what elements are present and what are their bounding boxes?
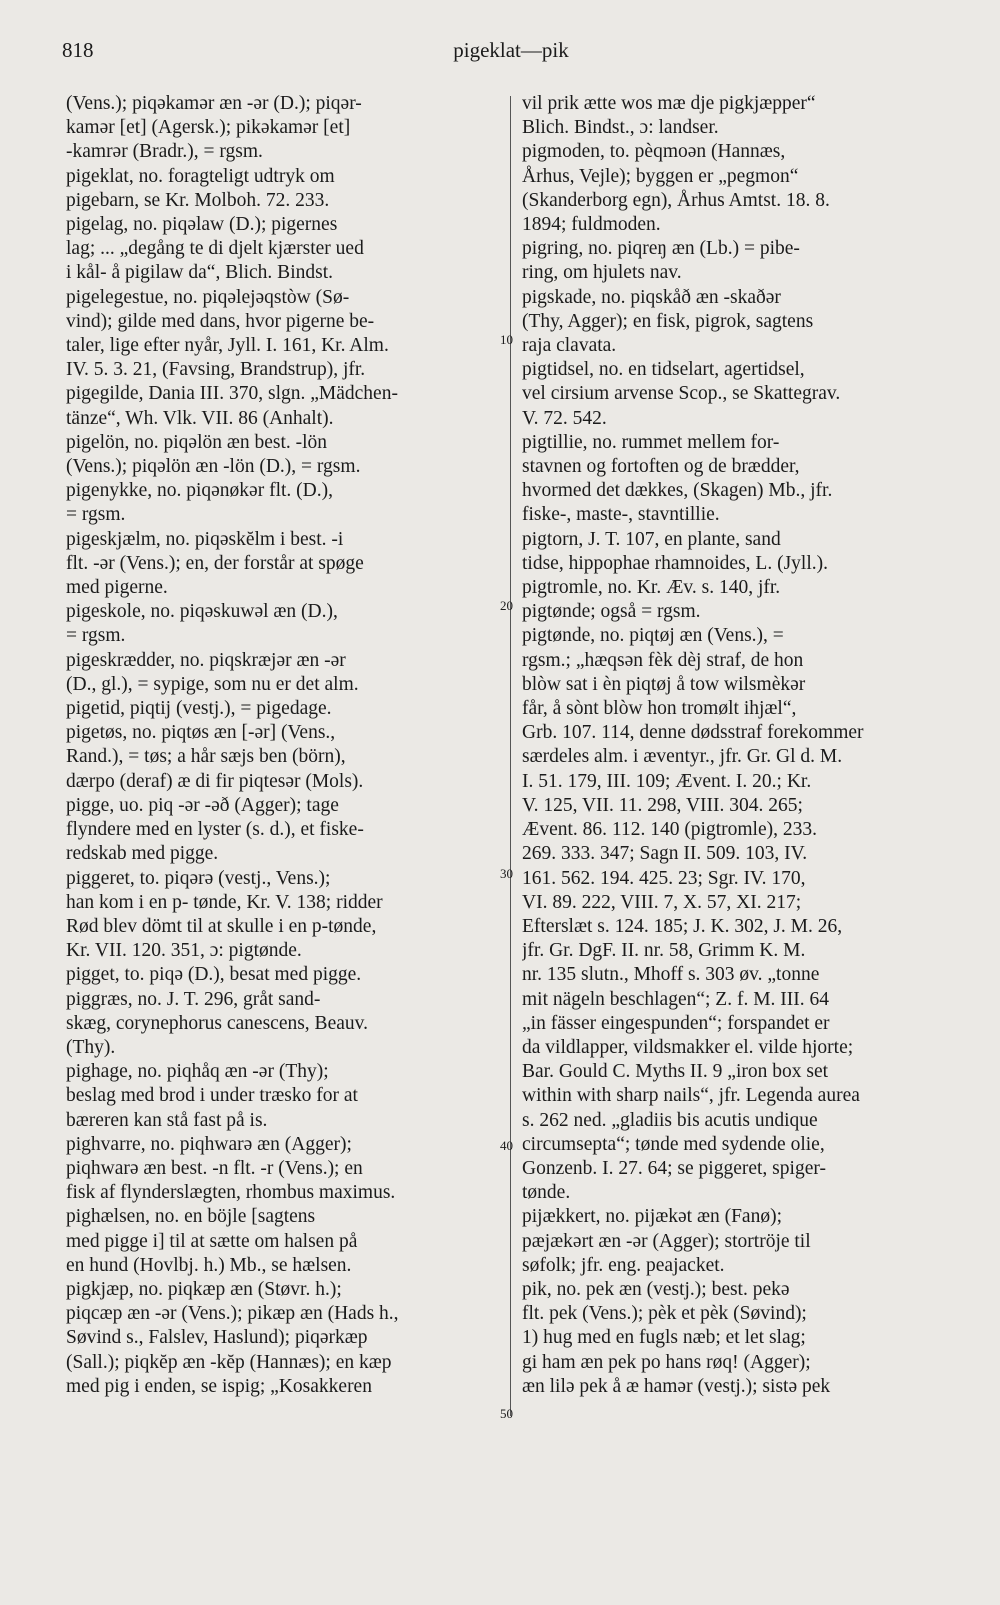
text-line: pigmoden, to. pèqmoən (Hannæs, [522,141,786,163]
text-line: circumsepta“; tønde med sydende olie, [522,1133,825,1155]
text-line: gi ham æn pek po hans røq! (Agger); [522,1351,811,1373]
text-line: Grb. 107. 114, denne dødsstraf forekommer [522,722,864,744]
left-column [66,92,503,1399]
text-line: Århus, Vejle); byggen er „pegmon“ [522,165,799,187]
text-line: flt. -ər (Vens.); en, der forstår at spøge [66,552,364,574]
text-line: pigtromle, no. Kr. Æv. s. 140, jfr. [522,577,781,599]
text-line: raja clavata. [522,335,617,357]
text-line: pigtillie, no. rummet mellem for- [522,431,780,453]
text-line: pigegilde, Dania III. 370, slgn. „Mädchen- [66,383,398,405]
text-line: flt. pek (Vens.); pèk et pèk (Søvind); [522,1303,807,1325]
text-line: stavnen og fortoften og de brædder, [522,456,800,478]
text-line: pæjækərt æn -ər (Agger); stortröje til [522,1230,811,1252]
text-line: Søvind s., Falslev, Haslund); piqərkæp [66,1327,368,1349]
text-line: V. 125, VII. 11. 298, VIII. 304. 265; [522,794,803,816]
text-line: VI. 89. 222, VIII. 7, X. 57, XI. 217; [522,891,802,913]
text-line: (Skanderborg egn), Århus Amtst. 18. 8. [522,189,830,211]
text-line: pigenykke, no. piqənøkər flt. (D.), [66,480,333,502]
text-line: piggeret, to. piqərə (vestj., Vens.); [66,867,331,889]
text-line: med pig i enden, se ispig; „Kosakkeren [66,1375,372,1397]
text-line: within with sharp nails“, jfr. Legenda aurea [522,1085,860,1107]
text-line: en hund (Hovlbj. h.) Mb., se hælsen. [66,1254,352,1276]
text-line: med pigge i] til at sætte om halsen på [66,1230,358,1252]
text-line: pigelön, no. piqəlön æn best. -lön [66,431,328,453]
text-line: hvormed det dækkes, (Skagen) Mb., jfr. [522,480,833,502]
text-line: 1894; fuldmoden. [522,214,661,236]
line-number: 50 [500,1406,513,1421]
text-line: Kr. VII. 120. 351, ɔ: pigtønde. [66,940,302,962]
text-line: 1) hug med en fugls næb; et let slag; [522,1327,806,1349]
text-line: taler, lige efter nyår, Jyll. I. 161, Kr. Alm. [66,335,389,357]
text-line: får, å sònt blòw hon tromølt ihjæl“, [522,698,797,720]
text-line: pigelag, no. piqəlaw (D.); pigernes [66,214,338,236]
text-line: mit nägeln beschlagen“; Z. f. M. III. 64 [522,988,830,1010]
line-number: 20 [500,598,513,613]
text-line: Ævent. 86. 112. 140 (pigtromle), 233. [522,819,817,841]
text-line: (Sall.); piqkĕp æn -kĕp (Hannæs); en kæp [66,1351,392,1373]
text-line: pigge, uo. piq -ər -əð (Agger); tage [66,794,339,816]
text-line: blòw sat i èn piqtøj å tow wilsmèkər [522,673,806,695]
text-line: piqhwarə æn best. -n flt. -r (Vens.); en [66,1157,363,1179]
text-line: pigtorn, J. T. 107, en plante, sand [522,528,781,550]
text-line: æn lilə pek å æ hamər (vestj.); sistə pek [522,1375,831,1397]
text-line: pigetid, piqtij (vestj.), = pigedage. [66,698,332,720]
text-line: lag; ... „degång te di djelt kjærster ued [66,238,364,260]
text-line: pijækkert, no. pijækət æn (Fanø); [522,1206,782,1228]
text-line: søfolk; jfr. eng. peajacket. [522,1254,725,1276]
text-line: med pigerne. [66,577,168,599]
line-number: 10 [500,332,513,347]
text-line: fiske-, maste-, stavntillie. [522,504,720,526]
text-line: skæg, corynephorus canescens, Beauv. [66,1012,368,1034]
text-line: pigeskrædder, no. piqskræjər æn -ər [66,649,346,671]
text-line: redskab med pigge. [66,843,219,865]
text-line: ring, om hjulets nav. [522,262,682,284]
column-divider [510,96,511,1416]
text-line: pigtønde; også = rgsm. [522,601,701,623]
text-line: (Vens.); piqəlön æn -lön (D.), = rgsm. [66,456,361,478]
text-line: rgsm.; „hæqsən fèk dèj straf, de hon [522,649,804,671]
text-line: Gonzenb. I. 27. 64; se piggeret, spiger- [522,1157,826,1179]
text-line: Bar. Gould C. Myths II. 9 „iron box set [522,1061,829,1083]
line-number: 30 [500,866,513,881]
text-line: pigetøs, no. piqtøs æn [-ər] (Vens., [66,722,336,744]
text-line: = rgsm. [66,625,126,647]
text-line: pighælsen, no. en böjle [sagtens [66,1206,316,1228]
running-head: pigeklat—pik [453,38,569,62]
text-line: beslag med brod i under træsko for at [66,1085,358,1107]
text-line: pighvarre, no. piqhwarə æn (Agger); [66,1133,352,1155]
text-line: pigeskjælm, no. piqəskĕlm i best. -i [66,528,344,550]
text-line: pigskade, no. piqskåð æn -skaðər [522,286,781,308]
text-line: (Thy, Agger); en fisk, pigrok, sagtens [522,310,814,332]
text-line: tønde. [522,1182,571,1204]
text-line: han kom i en p- tønde, Kr. V. 138; ridder [66,891,383,913]
text-line: = rgsm. [66,504,126,526]
text-line: (Vens.); piqəkamər æn -ər (D.); piqər- [66,93,362,114]
text-line: pigelegestue, no. piqəlejəqstòw (Sø- [66,286,350,308]
text-line: Blich. Bindst., ɔ: landser. [522,117,719,139]
text-line: pigtidsel, no. en tidselart, agertidsel, [522,359,805,381]
text-line: tidse, hippophae rhamnoides, L. (Jyll.). [522,552,828,574]
text-line: 269. 333. 347; Sagn II. 509. 103, IV. [522,843,808,865]
line-number: 40 [500,1138,513,1153]
text-line: pik, no. pek æn (vestj.); best. pekə [522,1278,790,1300]
text-line: særdeles alm. i æventyr., jfr. Gr. Gl d. M. [522,746,843,768]
text-line: (D., gl.), = sypige, som nu er det alm. [66,673,359,695]
text-line: I. 51. 179, III. 109; Ævent. I. 20.; Kr. [522,770,812,792]
text-line: bæreren kan stå fast på is. [66,1109,268,1131]
text-line: piqcæp æn -ər (Vens.); pikæp æn (Hads h., [66,1303,399,1325]
text-line: pigeskole, no. piqəskuwəl æn (D.), [66,601,338,623]
page-number: 818 [62,38,94,62]
text-line: V. 72. 542. [522,407,607,429]
text-line: Rand.), = tøs; a hår sæjs ben (börn), [66,746,346,768]
text-line: kamər [et] (Agersk.); pikəkamər [et] [66,117,351,139]
text-line: vel cirsium arvense Scop., se Skattegrav. [522,383,841,405]
text-line: nr. 135 slutn., Mhoff s. 303 øv. „tonne [522,964,820,986]
text-line: pigeklat, no. foragteligt udtryk om [66,165,335,187]
text-line: „in fässer eingespunden“; forspandet er [522,1012,830,1034]
text-line: fisk af flynderslægten, rhombus maximus. [66,1182,396,1204]
text-line: 161. 562. 194. 425. 23; Sgr. IV. 170, [522,867,806,889]
text-line: Rød blev dömt til at skulle i en p-tønde, [66,915,377,937]
text-line: piggræs, no. J. T. 296, gråt sand- [66,988,321,1010]
text-line: tänze“, Wh. Vlk. VII. 86 (Anhalt). [66,407,334,429]
text-line: pigring, no. piqreŋ æn (Lb.) = pibe- [522,238,800,260]
text-line: (Thy). [66,1036,116,1058]
text-line: da vildlapper, vildsmakker el. vilde hjorte; [522,1036,854,1058]
page-header [62,38,960,68]
text-line: pigkjæp, no. piqkæp æn (Støvr. h.); [66,1278,342,1300]
text-line: vil prik ætte wos mæ dje pigkjæpper“ [522,93,816,114]
text-line: pigebarn, se Kr. Molboh. 72. 233. [66,189,330,211]
text-line: pighage, no. piqhåq æn -ər (Thy); [66,1061,329,1083]
text-line: IV. 5. 3. 21, (Favsing, Brandstrup), jfr. [66,359,366,381]
text-line: Efterslæt s. 124. 185; J. K. 302, J. M. 26, [522,915,843,937]
text-line: jfr. Gr. DgF. II. nr. 58, Grimm K. M. [522,940,806,962]
right-column [522,92,952,1399]
text-line: -kamrər (Bradr.), = rgsm. [66,141,263,163]
text-line: flyndere med en lyster (s. d.), et fiske- [66,819,364,841]
text-line: pigget, to. piqə (D.), besat med pigge. [66,964,362,986]
text-line: pigtønde, no. piqtøj æn (Vens.), = [522,625,784,647]
text-line: dærpo (deraf) æ di fir piqtesər (Mols). [66,770,364,792]
text-line: vind); gilde med dans, hvor pigerne be- [66,310,375,332]
text-line: s. 262 ned. „gladiis bis acutis undique [522,1109,818,1131]
text-line: i kål- å pigilaw da“, Blich. Bindst. [66,262,333,284]
